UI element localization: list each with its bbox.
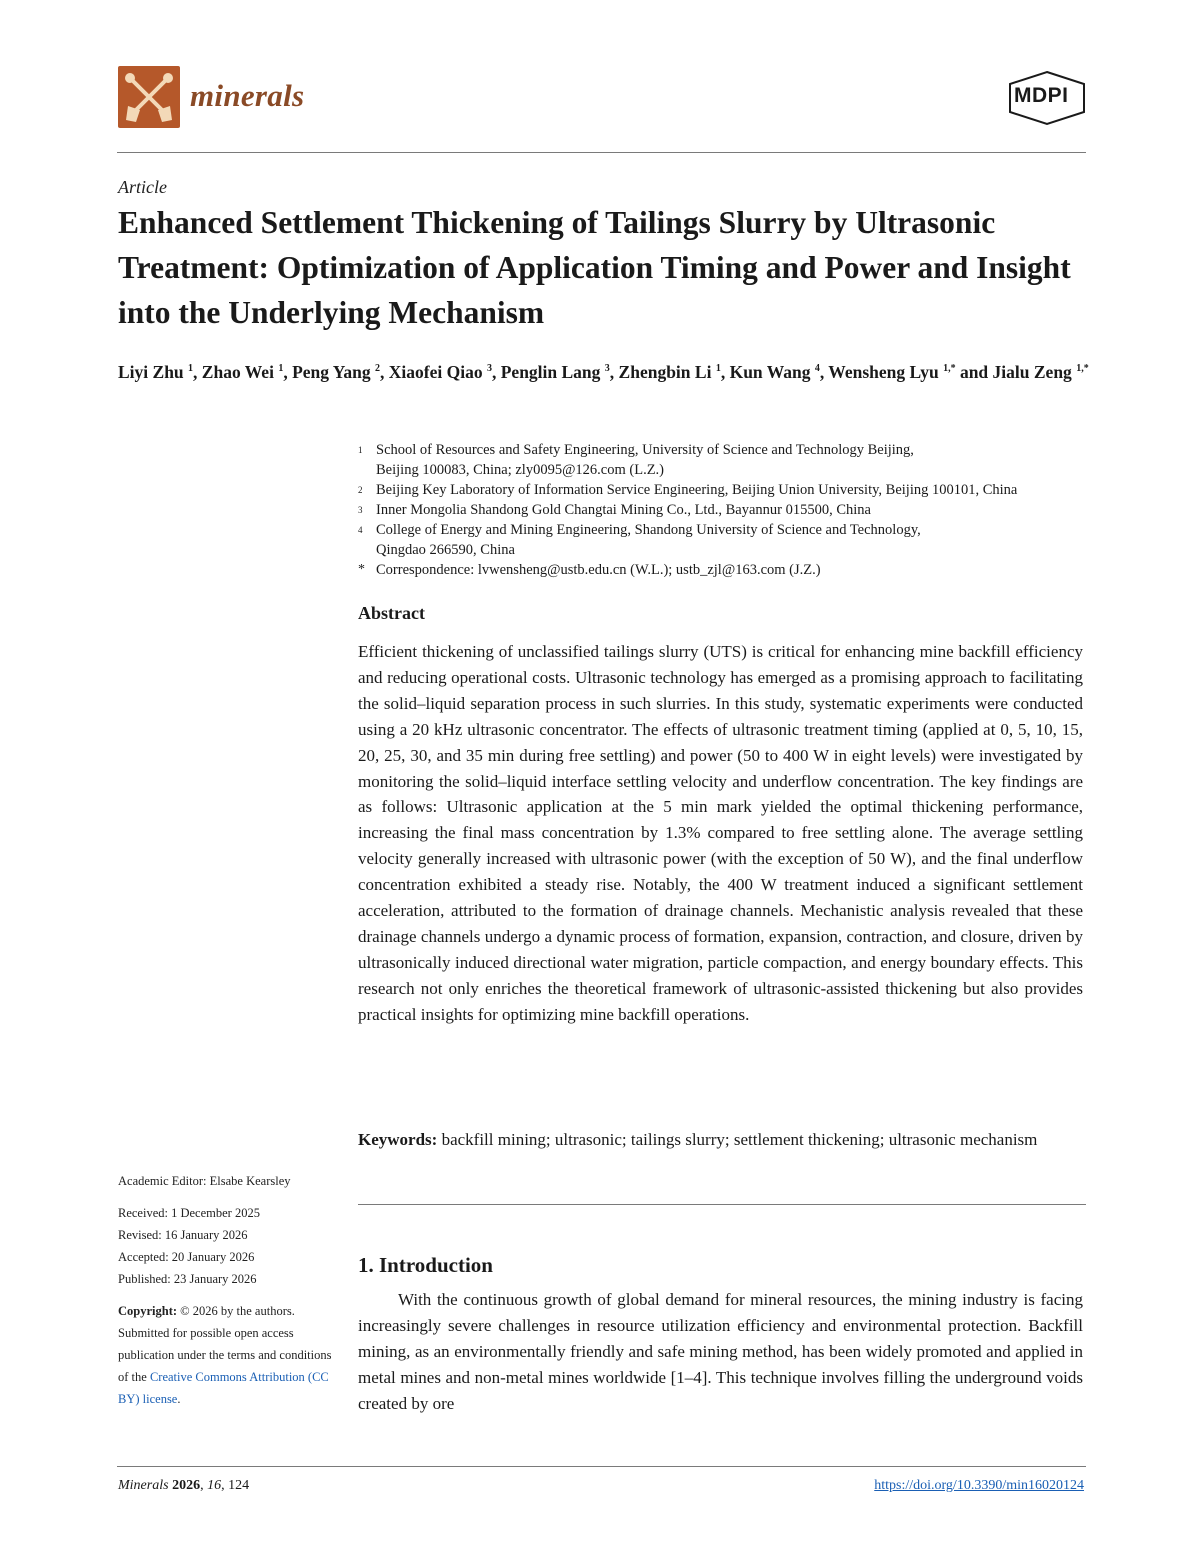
- footer-volume: 16: [207, 1478, 222, 1493]
- author-name: Wensheng Lyu: [828, 361, 939, 382]
- footer-year: 2026: [172, 1478, 201, 1493]
- author: [389, 362, 492, 382]
- author: [501, 362, 610, 382]
- license-link[interactable]: Creative Commons Attribution (CC BY) license: [118, 1370, 329, 1406]
- abstract-text: Efficient thickening of unclassified tailings slurry (UTS) is critical for enhancing mine backfill efficiency and reducing operational costs. Ultrasonic technology has emerged as a promising approach to facilitating the solid–liquid separation process in such slurries. In this study, systematic experiments were conducted using a 20 kHz ultrasonic concentrator. The effects of ultrasonic treatment timing (applied at 0, 5, 10, 15, 20, 25, 30, and 35 min during free settling) and power (50 to 400 W in eight levels) were investigated by monitoring the solid–liquid interface settling velocity and underflow concentration. The key findings are as follows: Ultrasonic application at the 5 min mark yielded the optimal thickening performance, increasing the final mass concentration by 1.3% compared to free settling alone. The average settling velocity generally increased with ultrasonic power (with the exception of 50 W), and the final underflow concentration exhibited a steady rise. Notably, the 400 W treatment induced a significant settlement acceleration, attributed to the formation of drainage channels. Mechanistic analysis revealed that these drainage channels undergo a dynamic process of formation, expansion, contraction, and closure, driven by ultrasonically induced directional water migration, particle compaction, and energy boundary effects. This research not only enriches the theoretical framework of ultrasonic-assisted thickening but also provides practical insights for optimizing mine backfill operations.: [358, 642, 1083, 1024]
- author: [828, 362, 955, 382]
- date-published: Published: 23 January 2026: [118, 1272, 257, 1286]
- affiliation-text: Beijing Key Laboratory of Information Service Engineering, Beijing Union University, Beijing 100101, China: [376, 482, 1018, 498]
- author-affiliation-mark: 3: [604, 363, 610, 374]
- affiliations: [358, 440, 1098, 580]
- author-name: Zhengbin Li: [618, 361, 712, 382]
- copyright-notice: [118, 1300, 333, 1410]
- author: [202, 362, 284, 382]
- author-affiliation-mark: 2: [375, 363, 381, 374]
- author: [993, 362, 1089, 382]
- author-name: Liyi Zhu: [118, 361, 184, 382]
- affiliation-item: [358, 500, 1098, 520]
- affiliation-text: School of Resources and Safety Engineering, University of Science and Technology Beijing,: [376, 442, 914, 458]
- publisher-logo-text: MDPI: [1014, 84, 1069, 107]
- crossed-shovels-icon: [118, 66, 180, 128]
- author-affiliation-mark: 1,*: [1076, 363, 1089, 374]
- author-conjunction: and: [955, 361, 993, 382]
- journal-name: minerals: [190, 78, 305, 113]
- author-name: Kun Wang: [729, 361, 811, 382]
- affiliation-item: [358, 480, 1098, 500]
- author-name: Xiaofei Qiao: [388, 361, 483, 382]
- section-divider: [358, 1204, 1086, 1205]
- author-affiliation-mark: 4: [814, 363, 820, 374]
- author-affiliation-mark: 1: [715, 363, 721, 374]
- article-type: Article: [118, 177, 167, 197]
- footer-journal: Minerals: [118, 1478, 169, 1493]
- affiliation-mark: 1: [358, 445, 363, 455]
- affiliation-mark: 2: [358, 485, 363, 495]
- introduction-text: With the continuous growth of global demand for mineral resources, the mining industry is facing increasingly severe challenges in resource utilization efficiency and environmental protection. Backfill mining, as an environmentally friendly and safe mining method, has been widely promoted and applied in metal mines and non-metal mines worldwide [1–4]. This technique involves filling the underground voids created by ore: [358, 1290, 1083, 1413]
- author-list: Liyi Zhu $^1$, Zhao Wei $^1$, Peng Yang $^2$, Xiaofei Qiao $^3$, Penglin Lang $^3$, Zhengbin Li $^1$, Kun Wang $^4$, Wensheng Lyu $^{1,*}$ and Jialu Zeng $^{1,*}$: [118, 361, 1089, 382]
- footer-page: 124: [228, 1478, 250, 1493]
- affiliation-text: Correspondence: lvwensheng@ustb.edu.cn (W.L.); ustb_zjl@163.com (J.Z.): [376, 562, 821, 578]
- author-name: Peng Yang: [292, 361, 371, 382]
- author: [730, 362, 820, 382]
- author-affiliation-mark: 1,*: [943, 363, 956, 374]
- date-accepted: Accepted: 20 January 2026: [118, 1250, 255, 1264]
- copyright-text: © 2026 by the authors. Submitted for possible open access publication under the terms and conditions of the: [118, 1304, 332, 1384]
- author-affiliation-mark: 1: [278, 363, 284, 374]
- author-name: Jialu Zeng: [992, 361, 1072, 382]
- author-name: Penglin Lang: [500, 361, 601, 382]
- academic-editor: Academic Editor: Elsabe Kearsley: [118, 1174, 291, 1188]
- affiliation-text: Inner Mongolia Shandong Gold Changtai Mining Co., Ltd., Bayannur 015500, China: [376, 502, 871, 518]
- doi-link[interactable]: https://doi.org/10.3390/min16020124: [874, 1478, 1084, 1493]
- copyright-label: Copyright:: [118, 1304, 178, 1318]
- header-divider: [117, 152, 1086, 153]
- affiliation-mark: 3: [358, 505, 363, 515]
- citation-footer: Minerals 2026, 16, 124: [118, 1478, 250, 1493]
- affiliation-item: [358, 520, 1098, 560]
- affiliation-mark: *: [358, 562, 365, 577]
- article-title: Enhanced Settlement Thickening of Tailings Slurry by Ultrasonic Treatment: Optimization of Application Timing and Power and Insight into the Underlying Mechanism: [118, 205, 1071, 330]
- abstract-heading: Abstract: [358, 603, 425, 623]
- affiliation-text: College of Energy and Mining Engineering, Shandong University of Science and Technology,: [376, 522, 921, 538]
- keywords-label: Keywords:: [358, 1130, 438, 1149]
- author: [292, 362, 380, 382]
- date-revised: Revised: 16 January 2026: [118, 1228, 248, 1242]
- affiliation-item: [358, 440, 1098, 480]
- author: [118, 362, 193, 382]
- introduction-heading: 1. Introduction: [358, 1253, 493, 1277]
- author: [619, 362, 721, 382]
- author-affiliation-mark: 1: [188, 363, 194, 374]
- affiliation-mark: 4: [358, 525, 363, 535]
- affiliation-text-continued: Qingdao 266590, China: [376, 542, 515, 558]
- affiliation-item: [358, 560, 1098, 580]
- affiliation-text-continued: Beijing 100083, China; zly0095@126.com (L.Z.): [376, 462, 665, 478]
- keywords-list: backfill mining; ultrasonic; tailings slurry; settlement thickening; ultrasonic mechanism: [441, 1130, 1038, 1149]
- license-tail: .: [177, 1392, 181, 1406]
- article-sidebar: [118, 1170, 333, 1410]
- author-name: Zhao Wei: [201, 361, 274, 382]
- footer-divider: [117, 1466, 1086, 1467]
- date-received: Received: 1 December 2025: [118, 1206, 260, 1220]
- author-affiliation-mark: 3: [486, 363, 492, 374]
- journal-logo: [118, 66, 180, 128]
- keywords: [358, 1127, 1083, 1153]
